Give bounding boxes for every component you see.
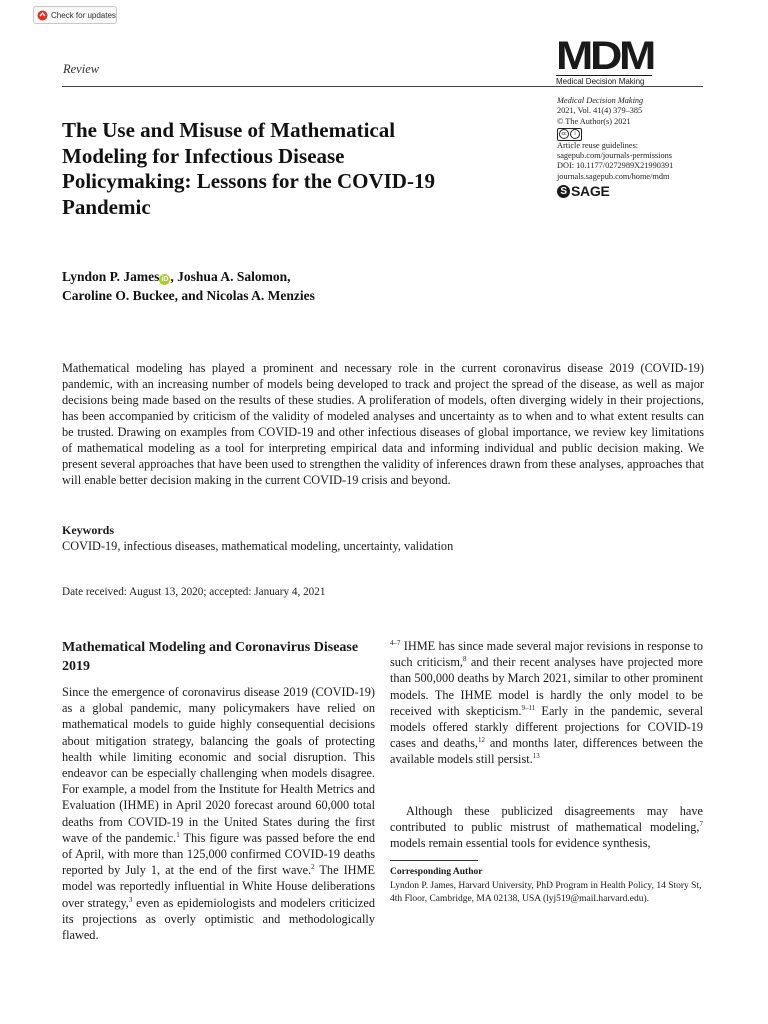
corresponding-author-details: Lyndon P. James, Harvard University, PhD Program in Health Policy, 14 Story St, 4th Floor, Cambridge, MA 02138, USA (lyj519@mail.harvard.edu).: [390, 881, 702, 904]
journal-home-link[interactable]: journals.sagepub.com/home/mdm: [557, 171, 670, 181]
orcid-icon[interactable]: iD: [161, 276, 169, 283]
citation-ref[interactable]: 8: [462, 655, 467, 664]
creative-commons-icon: cc i: [557, 128, 582, 141]
logo-mark: MDM: [556, 34, 653, 78]
publisher-name: SAGE: [571, 183, 610, 200]
citation-ref[interactable]: 4–7: [390, 638, 401, 647]
article-title: The Use and Misuse of Mathematical Modeling for Infectious Disease Policymaking: Lessons for the COVID-19 Pandemic: [62, 118, 435, 219]
logo-subtitle: Medical Decision Making: [556, 75, 652, 86]
update-badge-icon: [37, 10, 48, 21]
author-first[interactable]: Lyndon P. James: [62, 269, 160, 284]
citation-ref[interactable]: 13: [532, 752, 540, 761]
doi[interactable]: DOI: 10.1177/0272989X21990391: [557, 161, 674, 171]
permissions-link[interactable]: sagepub.com/journals-permissions: [557, 151, 672, 161]
copyright: © The Author(s) 2021: [557, 116, 631, 126]
citation-ref[interactable]: 3: [128, 895, 133, 904]
body-paragraph-2: Although these publicized disagreements may have contributed to public mistrust of mathematical modeling,$^7$ models remain essential tools for evidence synthesis,: [390, 804, 703, 851]
journal-logo: [556, 34, 654, 86]
footnote-divider: [390, 860, 478, 861]
author-list-line2: Caroline O. Buckee, and Nicolas A. Menzies: [62, 288, 315, 303]
citation-ref[interactable]: 2: [311, 863, 315, 872]
sage-icon: S: [557, 185, 570, 198]
author-list: [62, 267, 492, 305]
citation-ref[interactable]: 7: [699, 820, 703, 829]
author-list-rest: , Joshua A. Salomon,: [170, 269, 291, 284]
keywords-heading: Keywords: [62, 523, 114, 537]
body-paragraph-1-continued: $^{4-7}$ IHME has since made several major revisions in response to such criticism,$^8$ and their recent analyses have projected more than 500,000 deaths by March 2021, similar to other prominent models. The IHME model is hardly the only model to be received with skepticism.$^{9-11}$ Early in the pandemic, several models offered starkly different projections for COVID-19 cases and deaths,$^{12}$ and months later, differences between the available models still persist.$^{13}$: [390, 638, 704, 767]
journal-volume: 2021, Vol. 41(4) 379–385: [557, 106, 643, 116]
section-heading: Mathematical Modeling and Coronavirus Disease 2019: [62, 640, 359, 674]
article-type-label: Review: [63, 62, 100, 76]
abstract: Mathematical modeling has played a prominent and necessary role in the current coronavirus disease 2019 (COVID-19) pandemic, with an increasing number of models being developed to track and project the spread of the disease, as well as major decisions being made based on the results of these studies. A proliferation of models, often diverging widely in their projections, has been accompanied by criticism of the validity of modeled analyses and uncertainty as to when and to what extent results can be trusted. Drawing on examples from COVID-19 and other infectious diseases of global importance, we review key limitations of mathematical modeling as a tool for interpreting empirical data and informing individual and public decision making. We present several approaches that have been used to strengthen the validity of inferences drawn from these analyses, approaches that will enable better decision making in the current COVID-19 crisis and beyond.: [62, 361, 704, 487]
journal-meta: [557, 96, 717, 198]
citation-ref[interactable]: 12: [477, 736, 485, 745]
citation-ref[interactable]: 1: [176, 830, 180, 839]
keywords-list: COVID-19, infectious diseases, mathematical modeling, uncertainty, validation: [62, 539, 454, 553]
reuse-label: Article reuse guidelines:: [557, 140, 639, 150]
citation-ref[interactable]: 9–11: [521, 703, 536, 712]
header-divider: [62, 86, 703, 87]
journal-name: Medical Decision Making: [557, 96, 644, 105]
check-for-updates-label: Check for updates: [51, 10, 116, 20]
check-for-updates-button[interactable]: [33, 6, 117, 24]
publisher-logo: [557, 185, 717, 198]
corresponding-author-heading: Corresponding Author: [390, 867, 483, 877]
received-dates: Date received: August 13, 2020; accepted: January 4, 2021: [62, 586, 326, 598]
body-paragraph-1: Since the emergence of coronavirus disease 2019 (COVID-19) as a global pandemic, many policymakers have relied on mathematical models to guide highly consequential decisions about mitigation strategy, balancing the goals of protecting health while limiting economic and social disruption. This endeavor can be especially challenging when models disagree. For example, a model from the Institute for Health Metrics and Evaluation (IHME) in April 2020 forecast around 60,000 total deaths from COVID-19 in the United States during the first wave of the pandemic.$^1$ This figure was passed before the end of April, with more than 125,000 confirmed COVID-19 deaths reported by July 1, at the end of the first wave.$^2$ The IHME model was reportedly influential in White House deliberations over strategy,$^3$ even as epidemiologists and modelers criticized its projections as overly optimistic and methodologically flawed.: [62, 685, 376, 943]
